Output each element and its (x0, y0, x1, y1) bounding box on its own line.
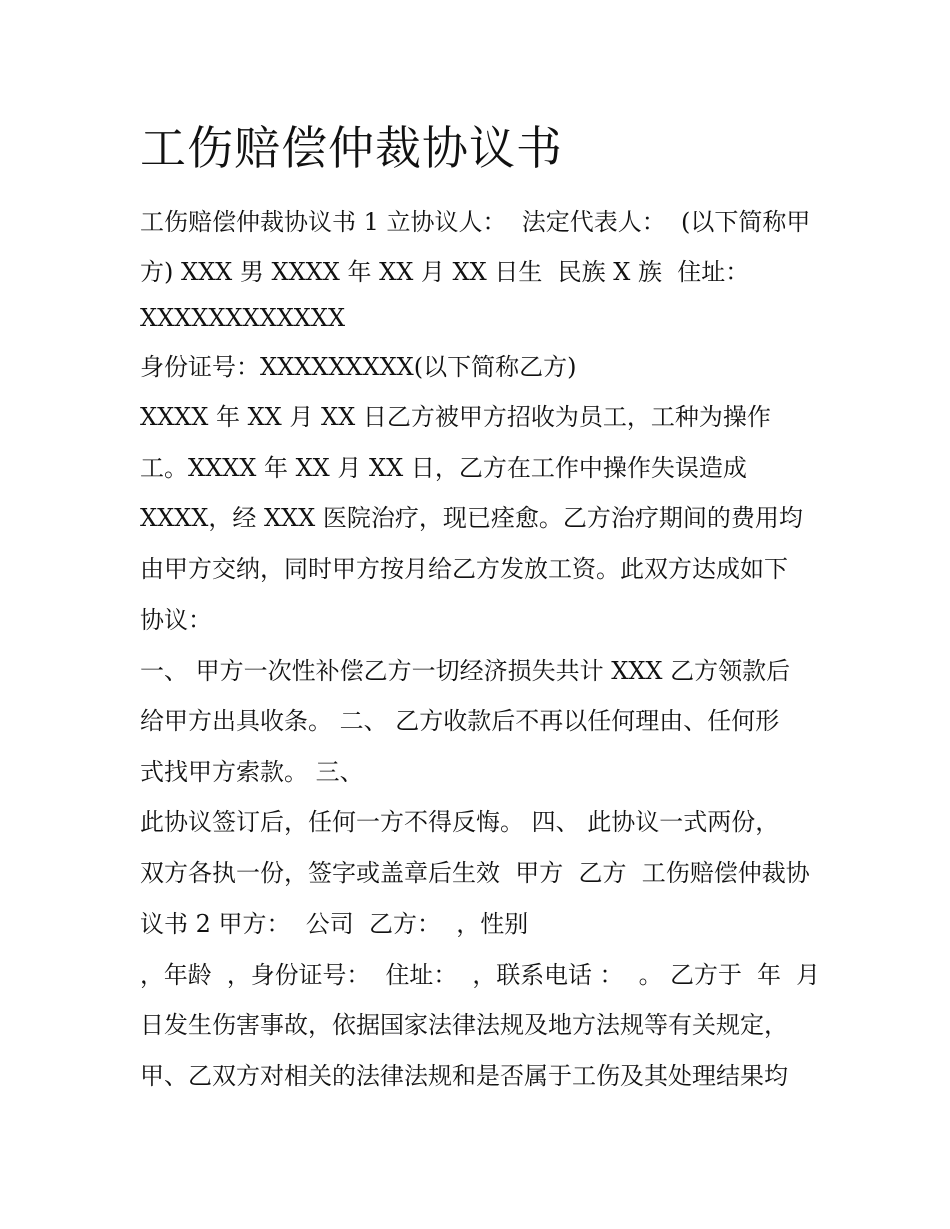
paragraph-line: 日发生伤害事故，依据国家法律法规及地方法规等有关规定， (140, 1011, 788, 1039)
paragraph-line: 身份证号：XXXXXXXXX(以下简称乙方) (140, 353, 577, 381)
paragraph-line: 此协议签订后，任何一方不得反悔。 四、 此协议一式两份， (140, 808, 780, 836)
paragraph-line: XXXXXXXXXXXX (140, 304, 346, 332)
paragraph-line: 一、 甲方一次性补偿乙方一切经济损失共计 XXX 乙方领款后 (140, 657, 791, 685)
paragraph-line: 给甲方出具收条。 二、 乙方收款后不再以任何理由、任何形 (140, 707, 780, 735)
paragraph-line: 工伤赔偿仲裁协议书 1 立协议人： 法定代表人： (以下简称甲 (140, 208, 811, 236)
paragraph-line: XXXX，经 XXX 医院治疗，现已痊愈。乙方治疗期间的费用均 (140, 504, 803, 532)
document-title: 工伤赔偿仲裁协议书 (140, 121, 563, 175)
paragraph-line: 工。XXXX 年 XX 月 XX 日，乙方在工作中操作失误造成 (140, 454, 747, 482)
paragraph-line: XXXX 年 XX 月 XX 日乙方被甲方招收为员工，工种为操作 (140, 403, 771, 431)
paragraph-line: 甲、乙双方对相关的法律法规和是否属于工伤及其处理结果均 (140, 1062, 788, 1090)
paragraph-line: ，年龄 ，身份证号： 住址： ，联系电话 ： 。 乙方于 年 月 (140, 961, 821, 989)
paragraph-line: 式找甲方索款。 三、 (140, 758, 364, 786)
paragraph-line: 议书 2 甲方： 公司 乙方： ，性别 (140, 910, 529, 938)
paragraph-line: 协议： (140, 606, 212, 634)
paragraph-line: 双方各执一份，签字或盖章后生效 甲方 乙方 工伤赔偿仲裁协 (140, 859, 810, 887)
paragraph-line: 由甲方交纳，同时甲方按月给乙方发放工资。此双方达成如下 (140, 555, 788, 583)
paragraph-line: 方) XXX 男 XXXX 年 XX 月 XX 日生 民族 X 族 住址： (140, 258, 750, 286)
